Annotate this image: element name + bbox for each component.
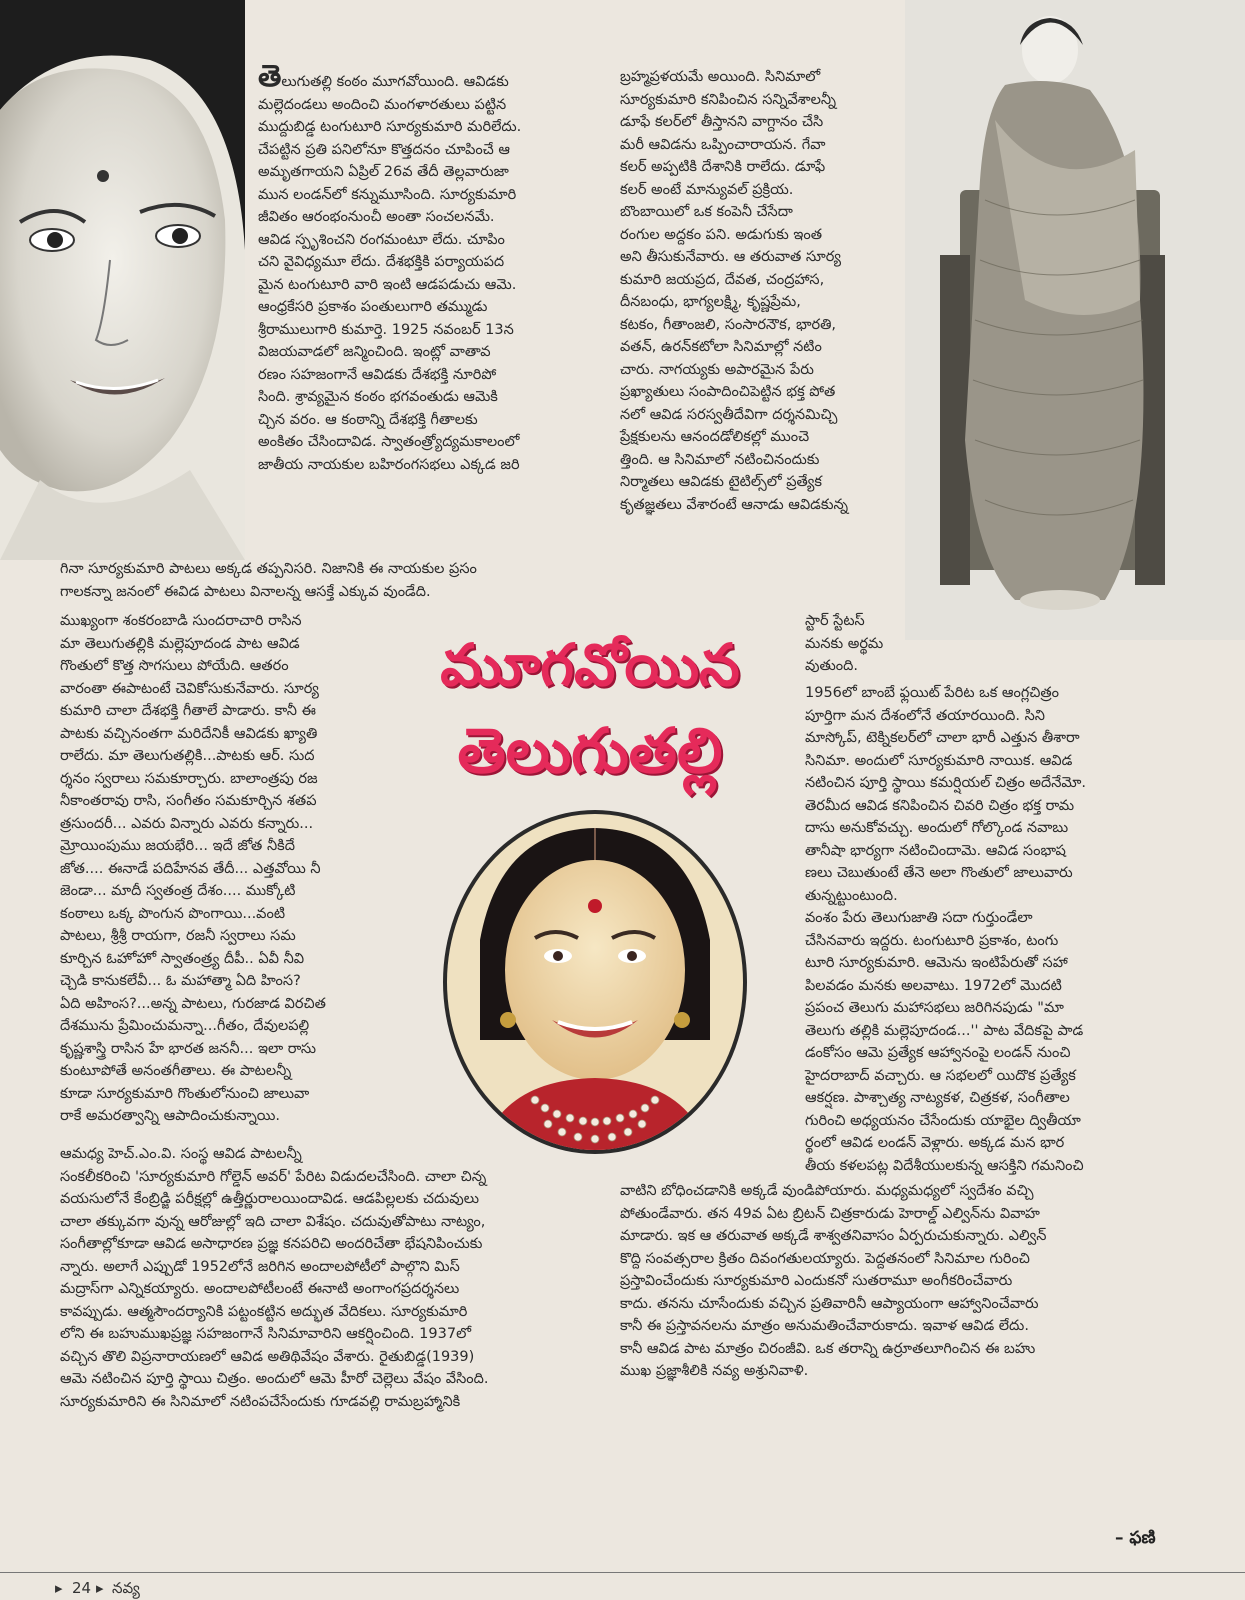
column-c-wide-line: ముఖ ప్రజ్ఞాశీలికి నవ్య అశ్రునివాళి. xyxy=(620,1363,809,1379)
column-a-bottom-line: కావప్పుడు. ఆత్మసౌందర్యానికి పట్టంకట్టిన అద్భుత వేదికలు. సూర్యకుమారి xyxy=(60,1303,468,1320)
column-a2-line: గొంతులో కొత్త సొగసులు పోయేది. ఆతరం xyxy=(60,658,289,674)
column-c-line: 1956లో బాంబే ఫ్లయిట్ పేరిట ఒక ఆంగ్లచిత్రం xyxy=(805,685,1060,701)
column-a2-line: జోత.... ఈనాడే పదిహేనవ తేదీ... ఎత్తవోయి నీ xyxy=(60,860,321,877)
column-c-line: పిలవడం మనకు అలవాటు. 1972లో మొదటి xyxy=(805,977,1062,994)
drop-cap: తె xyxy=(258,59,282,94)
column-a-bottom-line: సంగీతాల్లోకూడా ఆవిడ అసాధారణ ప్రజ్ఞ కనపరిచి అందరిచేతా భేషనిపించుకు xyxy=(60,1236,483,1252)
column-b-narrow-line: స్టార్ స్టేటస్ xyxy=(805,613,865,629)
column-a-line: రణం సహజంగానే ఆవిడకు దేశభక్తి నూరిపో xyxy=(258,366,497,383)
column-c-line: చేసినవారు ఇద్దరు. టంగుటూరి ప్రకాశం, టంగు xyxy=(805,932,1059,949)
article-column-a2 xyxy=(60,610,390,1128)
column-b-line: కలర్ అంటే మాన్యువల్ ప్రక్రియ. xyxy=(620,181,794,198)
column-a2-line: ఏది అహింస?...అన్న పాటలు, గురజాడ విరచిత xyxy=(60,995,326,1012)
magazine-name: నవ్య xyxy=(112,1579,140,1597)
column-a-line: మల్లెదండలు అందించి మంగళారతులు పట్టిన xyxy=(258,96,507,113)
column-c-line: తానీషా భార్యగా నటించిందామె. ఆవిడ సంభాష xyxy=(805,842,1066,859)
column-c-line: డంకోసం ఆమె ప్రత్యేక ఆహ్వానంపై లండన్ నుంచి xyxy=(805,1045,1071,1061)
column-a2-line: ముఖ్యంగా శంకరంబాడి సుందరాచారి రాసిన xyxy=(60,613,302,629)
column-a-wide-line: గాలకన్నా జనంలో ఈవిడ పాటలు వినాలన్న ఆసక్తే ఎక్కువ వుండేది. xyxy=(60,583,431,600)
column-a-line-first xyxy=(258,59,606,94)
portrait-photo-center-oval xyxy=(440,810,750,1155)
column-a2-line: వారంతా ఈపాటంటే చెవికోసుకునేవారు. సూర్య xyxy=(60,680,319,697)
article-column-a-wide xyxy=(60,558,605,603)
column-c-line: తెరమీద ఆవిడ కనిపించిన చివరి చిత్రం భక్త రామ xyxy=(805,797,1075,814)
article-title-line-2: తెలుగుతల్లి xyxy=(457,714,723,787)
column-c-line: సినిమా. అందులో సూర్యకుమారి నాయిక. ఆవిడ xyxy=(805,752,1073,769)
column-c-line: మాస్కోప్, టెక్నికలర్‌లో చాలా భారీ ఎత్తున తీశారా xyxy=(805,730,1080,746)
column-a-line: ఆవిడ స్పృశించని రంగమంటూ లేదు. చూపిం xyxy=(258,231,505,248)
column-b-line: బ్రహ్మప్రళయమే అయింది. సినిమాలో xyxy=(620,69,821,85)
column-a-bottom-line: ఆమె నటించిన పూర్తి స్థాయి చిత్రం. అందులో ఆమె హీరో చెల్లెలు వేషం వేసింది. xyxy=(60,1371,489,1387)
column-a2-line: రాలేదు. మా తెలుగుతల్లికి...పాటకు ఆర్. సుద xyxy=(60,748,315,764)
article-column-a xyxy=(258,59,606,476)
column-b-line: కలర్ అప్పటికి దేశానికి రాలేదు. డూఫే xyxy=(620,159,826,175)
column-a-bottom-line: లోని ఈ బహుముఖప్రజ్ఞ సహజంగానే సినిమావారిని ఆకర్షించింది. 1937లో xyxy=(60,1326,471,1342)
column-b-line: నలో ఆవిడ సరస్వతీదేవిగా దర్శనమిచ్చి xyxy=(620,406,838,423)
column-c-wide-line: వాటిని బోధించడానికి అక్కడే వుండిపోయారు. మధ్యమధ్యలో స్వదేశం వచ్చి xyxy=(620,1183,1034,1199)
column-b-line: త్తింది. ఆ సినిమాలో నటించినందుకు xyxy=(620,451,820,468)
column-b-line: సూర్యకుమారి కనిపించిన సన్నివేశాలన్నీ xyxy=(620,91,837,108)
column-b-line: బొంబాయిలో ఒక కంపెనీ చేసేదా xyxy=(620,204,793,220)
column-b-narrow-line: మనకు అర్థమ xyxy=(805,635,884,652)
column-a-line: లుగుతల్లి కంఠం మూగవోయింది. ఆవిడకు xyxy=(281,74,509,90)
column-b-line: దీనబంధు, భాగ్యలక్ష్మి, కృష్ణప్రేమ, xyxy=(620,294,801,310)
column-c-line: దాసు అనుకోవచ్చు. అందులో గోల్కొండ నవాబు xyxy=(805,820,1069,836)
column-a-line: ఆంధ్రకేసరి ప్రకాశం పంతులుగారి తమ్ముడు xyxy=(258,299,488,315)
column-a2-line: కుంటూపోతే అనంతగీతాలు. ఈ పాటలన్నీ xyxy=(60,1063,292,1079)
column-a2-line: చ్చెడి కానుకలేవీ... ఓ మహాత్మా ఏది హింస? xyxy=(60,973,301,989)
column-a2-line: కుమారి చాలా దేశభక్తి గీతాలే పాడారు. కానీ ఈ xyxy=(60,703,316,719)
column-c-line: హైదరాబాద్ వచ్చారు. ఆ సభలలో యిదొక ప్రత్యేక xyxy=(805,1067,1076,1084)
column-a-line: మైన టంగుటూరి వారి ఇంటి ఆడపడుచు ఆమె. xyxy=(258,276,517,293)
column-a2-line: కృష్ణశాస్త్రి రాసిన హే భారత జననీ... ఇలా రాసు xyxy=(60,1040,317,1057)
article-title-line-1: మూగవోయిన xyxy=(440,631,740,699)
column-c-line: ప్రపంచ తెలుగు మహాసభలు జరిగినపుడు "మా xyxy=(805,1000,1064,1016)
article-column-b xyxy=(620,66,908,516)
column-a2-line: నీకాంతరావు రాసి, సంగీతం సమకూర్చిన శతప xyxy=(60,793,317,809)
article-column-b-narrow xyxy=(805,610,905,678)
column-a2-line: కంఠాలు ఒక్క పొంగున పొంగాయి...వంటి xyxy=(60,905,286,922)
column-b-narrow-line: వుతుంది. xyxy=(805,658,858,674)
column-a2-line: దేశమును ప్రేమించుమన్నా...గీతం, దేవులపల్లి xyxy=(60,1018,310,1034)
column-c-wide-line: ప్రస్తావించేందుకు సూర్యకుమారి ఎందుకనో సుతరామూ అంగీకరించేవారు xyxy=(620,1273,1013,1289)
column-c-line: ర్థంలో ఆవిడ లండన్ వెళ్లారు. అక్కడ మన భార xyxy=(805,1135,1065,1151)
column-a2-line: మా తెలుగుతల్లికి మల్లెపూదండ పాట ఆవిడ xyxy=(60,635,300,652)
column-a-bottom-line: వచ్చిన తొలి విప్రనారాయణలో ఆవిడ అతిథివేషం వేశారు. రైతుబిడ్డ(1939) xyxy=(60,1348,475,1365)
footer-arrow-icon: ▸ xyxy=(55,1579,63,1597)
column-b-line: నిర్మాతలు ఆవిడకు టైటిల్స్‌లో ప్రత్యేక xyxy=(620,474,822,490)
column-c-line: తున్నట్టుంటుంది. xyxy=(805,887,898,904)
column-c-wide-line: మాడారు. ఇక ఆ తరువాత అక్కడే శాశ్వతనివాసం ఏర్పరుచుకున్నారు. ఎల్విన్ xyxy=(620,1228,1047,1244)
column-a-line: ముద్దుబిడ్డ టంగుటూరి సూర్యకుమారి మరిలేదు. xyxy=(258,119,522,135)
column-a-line: జాతీయ నాయకుల బహిరంగసభలు ఎక్కడ జరి xyxy=(258,456,520,473)
column-a-bottom-line: సంకలీకరించి 'సూర్యకుమారి గోల్డెన్ అవర్' పేరిట విడుదలచేసింది. చాలా చిన్న xyxy=(60,1168,487,1185)
column-a2-line: మ్రోయింపుము జయభేరి... ఇదే జోత నీకిదే xyxy=(60,838,295,854)
column-c-wide-line: కాదు. తనను చూసేందుకు వచ్చిన ప్రతివారినీ ఆప్యాయంగా ఆహ్వానించేవారు xyxy=(620,1295,1039,1312)
column-c-line: తీయ కళలపట్ల విదేశీయులకున్న ఆసక్తిని గమనించి xyxy=(805,1157,1084,1174)
column-a-line: జీవితం ఆరంభంనుంచీ అంతా సంచలనమే. xyxy=(258,209,495,225)
column-a-line: విజయవాడలో జన్మించింది. ఇంట్లో వాతావ xyxy=(258,344,491,360)
column-b-line: ప్రేక్షకులను ఆనందడోలికల్లో ముంచె xyxy=(620,429,810,445)
column-a2-line: రాకే అమరత్వాన్ని ఆపాదించుకున్నాయి. xyxy=(60,1108,280,1124)
column-b-line: అని తీసుకునేవారు. ఆ తరువాత సూర్య xyxy=(620,249,841,265)
column-a-line: అమృతగాయని ఏప్రిల్ 26వ తేదీ తెల్లవారుజా xyxy=(258,164,509,180)
author-credit: – ఫణి xyxy=(1115,1528,1156,1548)
column-a-wide-line: గినా సూర్యకుమారి పాటలు అక్కడ తప్పనిసరి. నిజానికి ఈ నాయకుల ప్రసం xyxy=(60,561,477,577)
portrait-photo-top-left xyxy=(0,0,245,560)
column-b-line: కటకం, గీతాంజలి, సంసారనౌక, భారతి, xyxy=(620,316,837,333)
article-column-a-bottom xyxy=(60,1143,605,1413)
page-footer xyxy=(0,1572,1245,1600)
column-a-bottom-line: న్నారు. అలాగే ఎప్పుడో 1952లోనే జరిగిన అందాలపోటీలో పాల్గొని మిస్ xyxy=(60,1258,460,1275)
column-b-line: రంగుల అద్దకం పని. అడుగుకు ఇంత xyxy=(620,226,823,243)
column-a-bottom-line: ఆమధ్య హెచ్.ఎం.వి. సంస్థ ఆవిడ పాటలన్నీ xyxy=(60,1146,302,1162)
column-b-line: కుమారి జయప్రద, దేవత, చంద్రహాస, xyxy=(620,271,825,288)
column-a2-line: జెండా... మాదీ స్వతంత్ర దేశం.... ముక్కోటి xyxy=(60,883,296,899)
column-c-wide-line: కానీ ఈ ప్రస్తావనలను మాత్రం అనుమతించేవారుకాదు. ఇవాళ ఆవిడ లేదు. xyxy=(620,1318,1029,1334)
column-c-line: ఆకర్షణ. పాశ్చాత్య నాట్యకళ, చిత్రకళ, సంగీతాల xyxy=(805,1090,1070,1106)
column-a2-line: పాటలు, శ్రీశ్రీ రాయగా, రజనీ స్వరాలు సమ xyxy=(60,928,296,944)
column-c-line: టూరి సూర్యకుమారి. ఆమెను ఇంటిపేరుతో సహా xyxy=(805,955,1068,971)
column-c-line: ణలు చెబుతుంటే తేనె అలా గొంతులో జాలువారు xyxy=(805,865,1073,881)
column-c-wide-line: పోతుండేవారు. తన 49వ ఏట బ్రిటన్ చిత్రకారుడు హెరాల్డ్ ఎల్విన్‌ను వివాహ xyxy=(620,1205,1040,1222)
column-b-line: వతన్, ఉరన్‌కటోలా సినిమాల్లో నటిం xyxy=(620,339,822,355)
column-b-line: ప్రఖ్యాతులు సంపాదించిపెట్టిన భక్త పోత xyxy=(620,384,836,400)
column-a-line: చేపట్టిన ప్రతి పనిలోనూ కొత్తదనం చూపించే ఆ xyxy=(258,141,510,158)
column-c-wide-line: కానీ ఆవిడ పాట మాత్రం చిరంజీవి. ఒక తరాన్ని ఉర్రూతలూగించిన ఈ బహు xyxy=(620,1340,1036,1357)
column-b-line: చారు. నాగయ్యకు అపారమైన పేరు xyxy=(620,361,814,378)
column-b-line: డూఫే కలర్‌లో తీస్తానని వాగ్దానం చేసి xyxy=(620,114,824,130)
column-c-line: వంశం పేరు తెలుగుజాతి సదా గుర్తుండేలా xyxy=(805,910,1033,926)
column-a2-line: పాటకు వచ్చినంతగా మరిదేనికీ ఆవిడకు ఖ్యాతి xyxy=(60,725,318,742)
column-a-bottom-line: మద్రాస్‌గా ఎన్నికయ్యారు. అందాలపోటీలంటే ఈనాటి అంగాంగప్రదర్శనలు xyxy=(60,1281,460,1297)
footer-arrow-icon: ▸ xyxy=(96,1579,104,1597)
column-b-line: కృతజ్ఞతలు వేశారంటే ఆనాడు ఆవిడకున్న xyxy=(620,496,848,513)
column-a2-line: కూర్చిన ఓహోహో స్వాతంత్ర్య దీపీ.. ఏవీ నీవి xyxy=(60,950,305,967)
column-a2-line: కూడా సూర్యకుమారి గొంతులోనుంచి జాలువా xyxy=(60,1085,310,1102)
column-b-line: మరీ ఆవిడను ఒప్పించారాయన. గేవా xyxy=(620,136,826,153)
portrait-photo-seated xyxy=(905,0,1245,640)
column-c-line: తెలుగు తల్లికి మల్లెపూదండ...'' పాట వేదికపై పాడ xyxy=(805,1022,1084,1039)
article-column-c xyxy=(805,682,1170,1177)
column-c-line: పూర్తిగా మన దేశంలోనే తయారయింది. సిని xyxy=(805,707,1045,724)
column-c-line: నటించిన పూర్తి స్థాయి కమర్షియల్ చిత్రం అదేనేమో. xyxy=(805,775,1087,791)
column-a-line: అంకితం చేసిందావిడ. స్వాతంత్ర్యోద్యమకాలంలో xyxy=(258,434,520,450)
column-a2-line: త్రసుందరీ... ఎవరు విన్నారు ఎవరు కన్నారు... xyxy=(60,815,314,832)
column-a-bottom-line: చాలా తక్కువగా వున్న ఆరోజుల్లో ఇది చాలా విశేషం. చదువుతోపాటు నాట్యం, xyxy=(60,1213,486,1230)
page-number: 24 xyxy=(72,1579,92,1597)
article-column-c-wide xyxy=(620,1180,1168,1383)
column-a-line: చ్చిన వరం. ఆ కంఠాన్ని దేశభక్తి గీతాలకు xyxy=(258,411,478,428)
column-c-line: గురించి అధ్యయనం చేసేందుకు యాభైల ద్వితీయా xyxy=(805,1112,1081,1129)
column-a-line: సింది. శ్రావ్యమైన కంఠం భగవంతుడు ఆమెకి xyxy=(258,389,498,405)
column-a-bottom-line: సూర్యకుమారిని ఈ సినిమాలో నటింపచేసేందుకు గూడవల్లి రామబ్రహ్మానికి xyxy=(60,1393,461,1410)
column-a-line: చని వైవిధ్యమూ లేదు. దేశభక్తికి పర్యాయపద xyxy=(258,254,505,270)
column-a-line: శ్రీరాములుగారి కుమార్తె. 1925 నవంబర్ 13న xyxy=(258,321,514,338)
column-a2-line: ర్శనం స్వరాలు సమకూర్చారు. బాలాంత్రపు రజ xyxy=(60,770,318,787)
column-a-line: మున లండన్‌లో కన్నుమూసింది. సూర్యకుమారి xyxy=(258,186,517,203)
column-a-bottom-line: వయసులోనే కేంబ్రిడ్జి పరీక్షల్లో ఉత్తీర్ణురాలయిందావిడ. ఆడపిల్లలకు చదువులు xyxy=(60,1191,479,1207)
column-c-wide-line: కొద్ది సంవత్సరాల క్రితం దివంగతులయ్యారు. పెద్దతనంలో సినిమాల గురించి xyxy=(620,1250,1030,1267)
